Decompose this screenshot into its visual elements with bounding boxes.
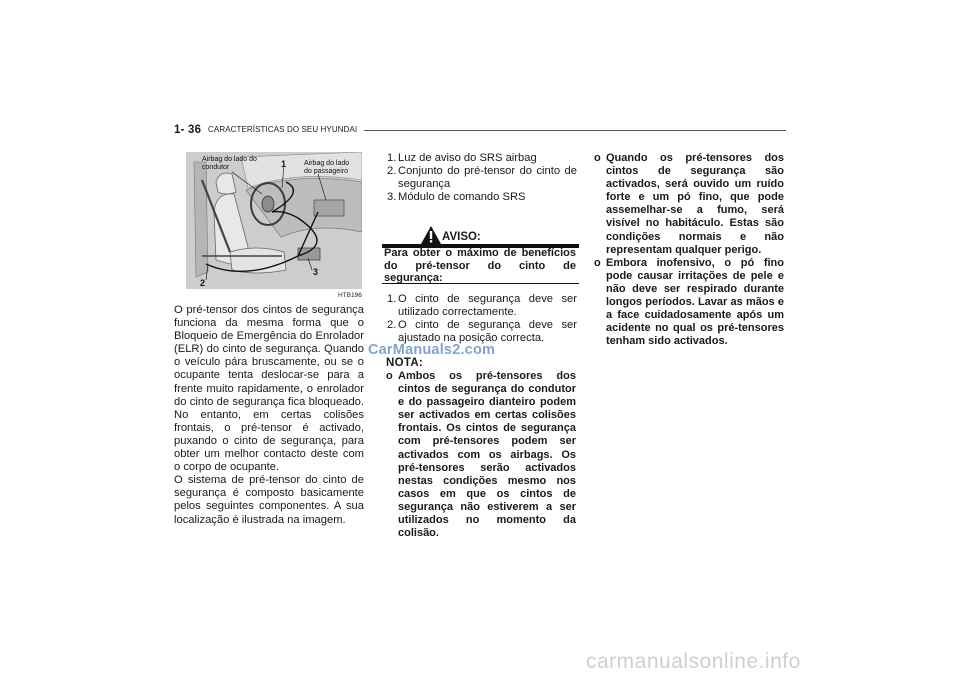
warning-bottom-rule (382, 283, 579, 284)
list-item: 1. O cinto de segurança deve ser utilizado correctamente. (387, 293, 577, 319)
note-title: NOTA: (386, 357, 424, 369)
section-title: CARACTERÍSTICAS DO SEU HYUNDAI (208, 125, 358, 134)
component-list (387, 152, 577, 204)
callout-2: 2 (200, 278, 206, 288)
warning-text: Para obter o máximo de benefícios do pré-tensor do cinto de segurança: (384, 247, 576, 284)
watermark-inline: CarManuals2.com (368, 342, 496, 358)
page-header (174, 124, 786, 138)
body-column-3 (594, 152, 784, 348)
watermark-footer: carmanualsonline.info (586, 650, 801, 673)
callout-3: 3 (313, 267, 319, 277)
paragraph-pretensioner-function: O pré-tensor dos cintos de segurança funciona da mesma forma que o Bloqueio de Emergência do Enrolador (ELR) do cinto de segurança. Quando o veículo pára bruscamente, ou se o ocupante tenta deslocar-se para a frente muito rapidamente, o enrolador do cinto de segurança fica bloqueado. No entanto, em certas colisões frontais, o pré-tensor é activado, puxando o cinto de segurança, para obter um melhor contacto deste com o corpo de ocupante. (174, 304, 364, 474)
body-column-1 (174, 304, 364, 527)
list-item: o Embora inofensivo, o pó fino pode causar irritações de pele e não deve ser respirado durante longos períodos. Lavar as mãos e a face cuidadosamente após um acidente no qual os pré-tensores tenham sido activados. (594, 256, 784, 348)
list-item: 2. Conjunto do pré-tensor do cinto de segurança (387, 165, 577, 191)
exclamation-triangle-icon (420, 225, 442, 245)
seatbelt-pretensioner-illustration (186, 152, 362, 289)
warning-title: AVISO: (442, 231, 481, 243)
warning-list (387, 293, 577, 345)
list-item: 1. Luz de aviso do SRS airbag (387, 152, 537, 164)
figure-code: HTB196 (338, 292, 362, 299)
list-item: 3. Módulo de comando SRS (387, 191, 526, 204)
header-rule (364, 130, 786, 131)
note-list (386, 370, 576, 540)
warning-box (382, 225, 579, 284)
page-number: 1- 36 (174, 124, 202, 136)
label-passenger-airbag: Airbag do lado do passageiro (304, 160, 350, 175)
paragraph-pretensioner-components: O sistema de pré-tensor do cinto de segurança é composto basicamente pelos seguintes componentes. A sua localização é ilustrada na imagem. (174, 474, 364, 526)
list-item: 2. O cinto de segurança deve ser ajustado na posição correcta. (387, 319, 577, 345)
label-driver-airbag: Airbag do lado do condutor (202, 156, 257, 171)
callout-1: 1 (281, 159, 287, 169)
list-item: o Ambos os pré-tensores dos cintos de segurança do condutor e do passageiro dianteiro podem ser activados em certas colisões frontais. Os cintos de segurança com pré-tensores podem ser activados com os airbags. Os pré-tensores serão activados nestas condições mesmo nos casos em que os cintos de segurança não estiverem a ser utilizados no momento da colisão. (386, 370, 576, 540)
list-item: o Quando os pré-tensores dos cintos de segurança são activados, será ouvido um ruído forte e um pó fino, que pode assemelhar-se a fumo, será visível no habitáculo. Estas são condições normais e não representam qualquer perigo. (594, 152, 784, 256)
